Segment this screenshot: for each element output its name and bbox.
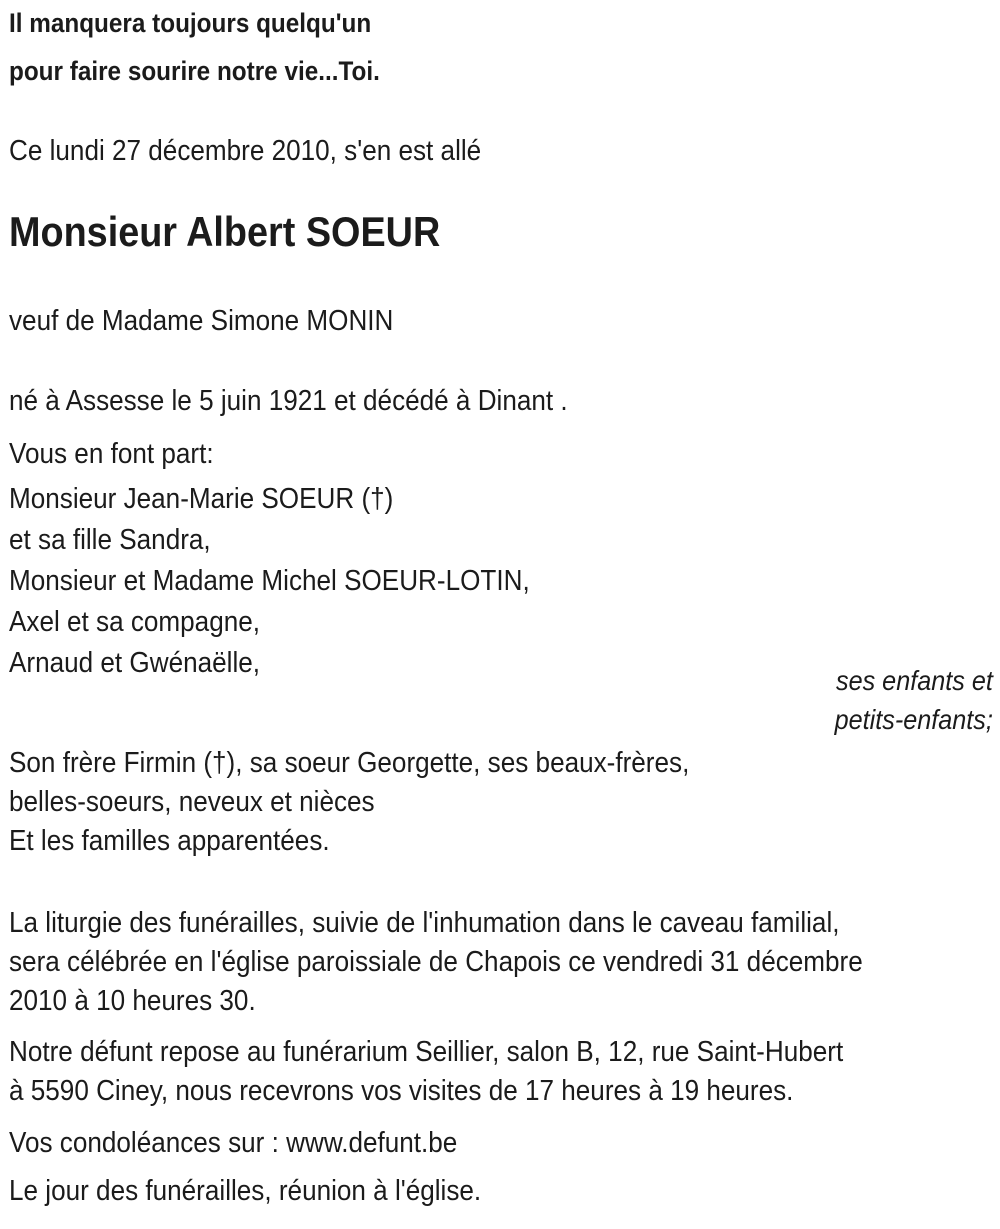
widower-line: veuf de Madame Simone MONIN [9,305,394,337]
deceased-name: Monsieur Albert SOEUR [9,208,441,255]
repose-line: Notre défunt repose au funérarium Seillier, salon B, 12, rue Saint-Hubert [9,1036,844,1068]
church-meeting-line: Le jour des funérailles, réunion à l'église. [9,1175,482,1207]
family-member-line: Monsieur Jean-Marie SOEUR (†) [9,483,394,515]
funeral-service-line: sera célébrée en l'église paroissiale de Chapois ce vendredi 31 décembre [9,946,863,978]
birth-death-line: né à Assesse le 5 juin 1921 et décédé à Dinant . [9,385,568,417]
family-member-line: Axel et sa compagne, [9,606,261,638]
repose-line: à 5590 Ciney, nous recevrons vos visites de 17 heures à 19 heures. [9,1075,794,1107]
epitaph-line-1: Il manquera toujours quelqu'un [9,8,372,38]
funeral-service-line: La liturgie des funérailles, suivie de l'inhumation dans le caveau familial, [9,907,840,939]
death-date-line: Ce lundi 27 décembre 2010, s'en est allé [9,135,482,167]
repose-paragraph [9,1033,936,1111]
funeral-service-line: 2010 à 10 heures 30. [9,985,256,1017]
announced-by-label: Vous en font part: [9,438,214,470]
family-member-line: Monsieur et Madame Michel SOEUR-LOTIN, [9,565,530,597]
family-member-line: Arnaud et Gwénaëlle, [9,647,261,679]
siblings-line: Et les familles apparentées. [9,825,330,857]
condolences-line: Vos condoléances sur : www.defunt.be [9,1127,458,1159]
relation-note-line-2: petits-enfants; [834,704,993,735]
funeral-service-paragraph [9,904,958,1021]
relation-note [817,661,993,739]
siblings-line: belles-soeurs, neveux et nièces [9,786,375,818]
siblings-line: Son frère Firmin (†), sa soeur Georgette, ses beaux-frères, [9,747,690,779]
epitaph-line-2: pour faire sourire notre vie...Toi. [9,56,380,86]
siblings-and-relatives [9,744,765,861]
relation-note-line-1: ses enfants et [836,665,993,696]
family-members-list [9,479,588,684]
family-member-line: et sa fille Sandra, [9,524,211,556]
